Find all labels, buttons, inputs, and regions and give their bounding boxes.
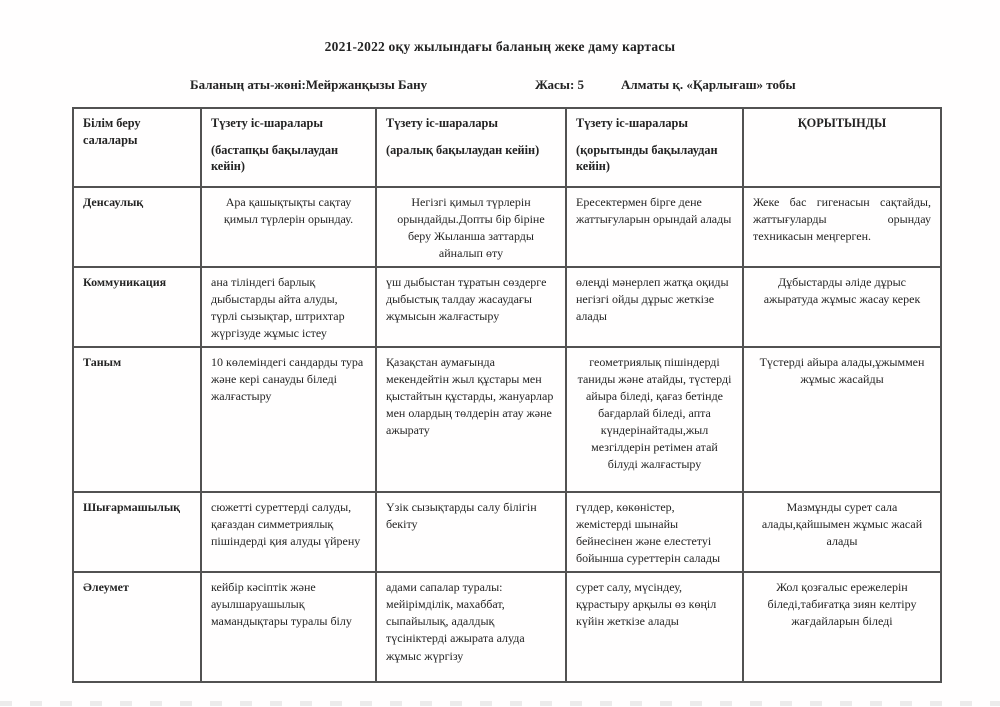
cell-interim: Үзік сызықтарды салу білігін бекіту [376,492,566,572]
student-age: Жасы: 5 [535,77,585,92]
student-group: Алматы қ. «Қарлығаш» тобы [621,77,796,92]
cell-final: Ересектермен бірге дене жаттығуларын орындай алады [566,187,743,267]
area-label: Әлеумет [73,572,201,682]
table-row-densaulyq [73,187,941,267]
header-sublabel: (қорытынды бақылаудан кейін) [576,142,718,174]
scan-artifact [0,701,1000,706]
header-cell-conclusion [743,108,941,187]
cell-interim: Қазақстан аумағында мекендейтін жыл құстары мен қыстайтын құстарды, жануарлар мен олардың төлдерін атау және ажырату [376,347,566,492]
header-sublabel: (аралық бақылаудан кейін) [386,142,540,157]
cell-final: гүлдер, көкөністер, жемістерді шынайы бейнесінен және елестетуі бойынша суреттерін салады [566,492,743,572]
area-label: Шығармашылық [73,492,201,572]
area-label: Денсаулық [73,187,201,267]
area-label: Таным [73,347,201,492]
header-label: Түзету іс-шаралары [211,116,323,130]
header-cell-initial [201,108,376,187]
header-label: ҚОРЫТЫНДЫ [797,116,887,130]
cell-initial: Ара қашықтықты сақтау қимыл түрлерін орындау. [201,187,376,267]
table-row-shygarmashylyq [73,492,941,572]
cell-conclusion: Жеке бас гигенасын сақтайды, жаттығуларды орындау техникасын меңгерген. [743,187,941,267]
cell-conclusion: Түстерді айыра алады,ұжыммен жұмыс жасайды [743,347,941,492]
cell-conclusion: Мазмұнды сурет сала алады,қайшымен жұмыс жасай алады [743,492,941,572]
cell-conclusion: Жол қозғалыс ережелерін біледі,табиғатқа зиян келтіру жағдайларын біледі [743,572,941,682]
table-row-tanym [73,347,941,492]
student-name: Баланың аты-жөні:Мейржанқызы Бану [190,77,428,92]
header-cell-areas [73,108,201,187]
cell-final: сурет салу, мүсіндеу, құрастыру арқылы өз көңіл күйін жеткізе алады [566,572,743,682]
development-table [72,107,942,683]
header-cell-interim [376,108,566,187]
header-sublabel: (бастапқы бақылаудан кейін) [211,142,339,174]
cell-conclusion: Дұбыстарды әліде дұрыс ажыратуда жұмыс жасау керек [743,267,941,347]
header-cell-final [566,108,743,187]
cell-interim: адами сапалар туралы: мейірімділік, махаббат, сыпайылық, адалдық түсініктерді ажырата алуда жұмыс жүргізу [376,572,566,682]
cell-initial: кейбір кәсіптік және ауылшаруашылық мамандықтары туралы білу [201,572,376,682]
header-label: Түзету іс-шаралары [386,116,498,130]
cell-initial: 10 көлеміндегі сандарды тура және кері санауды біледі жалғастыру [201,347,376,492]
header-row [73,108,941,187]
cell-initial: ана тіліндегі барлық дыбыстарды айта алуды, түрлі сызықтар, штрихтар жүргізуде жұмыс істеу [201,267,376,347]
header-label: Түзету іс-шаралары [576,116,688,130]
cell-interim: үш дыбыстан тұратын сөздерге дыбыстық талдау жасаудағы жұмысын жалғастыру [376,267,566,347]
cell-initial: сюжетті суреттерді салуды, қағаздан симметриялық пішіндерді қия алуды үйрену [201,492,376,572]
cell-final: геометриялық пішіндерді таниды және атайды, түстерді айыра біледі, қағаз бетінде бағдарлай біледі, апта күндерінайтады,жыл мезгілдерін ретімен атай білуді жалғастыру [566,347,743,492]
table-row-kommunikatsiya [73,267,941,347]
document-title: 2021-2022 оқу жылындағы баланың жеке даму картасы [324,39,676,54]
cell-interim: Негізгі қимыл түрлерін орындайды.Допты бір біріне беру Жыланша заттарды айналып өту [376,187,566,267]
area-label: Коммуникация [73,267,201,347]
cell-final: өлеңді мәнерлеп жатқа оқиды негізгі ойды дұрыс жеткізе алады [566,267,743,347]
student-info [0,77,1000,95]
header-label: Білім беру салалары [83,116,141,147]
table-row-aleumet [73,572,941,682]
